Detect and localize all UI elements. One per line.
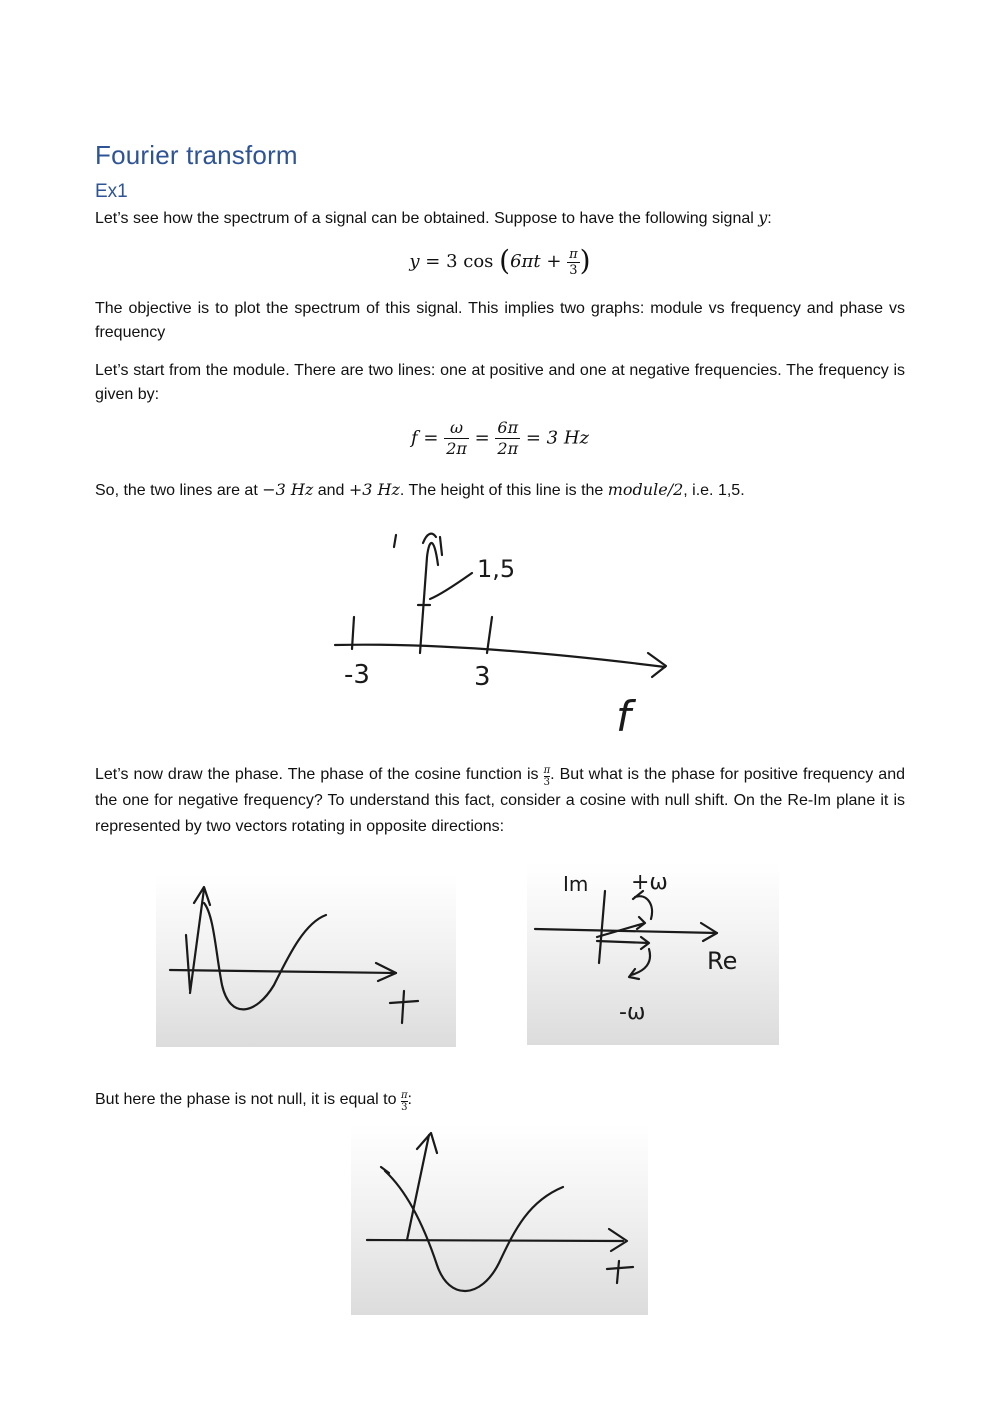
eq2-frac2-num: 6π [497, 418, 519, 437]
im-axis-label: Im [563, 872, 589, 896]
signal-variable: y [758, 208, 768, 227]
intro-paragraph [95, 206, 905, 231]
shifted-fraction [401, 1090, 408, 1113]
extra-stroke [186, 935, 190, 990]
freq-axis-label: f [616, 692, 631, 741]
magnitude-spectrum-sketch [330, 525, 680, 750]
time-axis [170, 970, 396, 973]
pos-tick-label: 3 [474, 662, 491, 692]
intro-text: Let’s see how the spectrum of a signal can be obtained. Suppose to have the following signal [95, 210, 759, 227]
eq1-fraction [567, 247, 580, 278]
eq1-lhs: y [409, 251, 420, 272]
frequency-equation [0, 418, 1000, 459]
eq2-frac1-num: ω [444, 418, 469, 439]
page-title: Fourier transform [95, 140, 298, 170]
upper-vector [597, 917, 645, 937]
module-paragraph: Let’s start from the module. There are two lines: one at positive and one at negative frequencies. The frequency is given by: [95, 362, 905, 403]
shifted-text-1: But here the phase is not null, it is equal to [95, 1091, 401, 1108]
shifted-cosine-curve [385, 1171, 563, 1291]
section-heading: Ex1 [95, 181, 128, 202]
arrow-head-stroke [423, 534, 436, 543]
t-letter [390, 991, 418, 1023]
lower-rotation [629, 949, 650, 979]
eq2-frac1-den: 2π [446, 439, 467, 458]
minus-omega-label: -ω [619, 1000, 646, 1025]
im-axis [599, 891, 605, 963]
objective-paragraph: The objective is to plot the spectrum of this signal. This implies two graphs: module vs frequency and phase vs frequency [95, 300, 905, 341]
eq1-open-paren: ( [499, 244, 511, 277]
freq-axis [335, 645, 665, 667]
phase-text-1: Let’s now draw the phase. The phase of the cosine function is [95, 766, 544, 783]
plus-omega-label: +ω [631, 870, 668, 895]
eq1-arg: 6πt + [510, 251, 568, 272]
time-axis [367, 1240, 623, 1241]
eq2-equals-1: = [417, 427, 445, 449]
module-half: module/2 [607, 480, 684, 499]
neg-line-arrow [420, 543, 438, 653]
eq2-fraction-2 [495, 418, 520, 459]
phase-frac-num: π [543, 765, 551, 776]
cosine-null-shift-photo [156, 875, 456, 1047]
phasor-plane-photo [527, 863, 779, 1045]
vertical-axis [190, 889, 204, 993]
intro-colon: : [767, 210, 772, 227]
neg-frequency: −3 Hz [262, 480, 314, 499]
vertical-axis [407, 1135, 429, 1240]
eq2-lhs: f [410, 427, 418, 449]
shifted-phase-paragraph [95, 1088, 905, 1113]
eq1-cos: = 3 cos [419, 251, 494, 272]
re-axis-label: Re [707, 947, 738, 975]
eq2-frac2-den: 2π [497, 439, 519, 458]
shifted-frac-den: 3 [401, 1102, 408, 1113]
lines-text-3: . The height of this line is the [399, 482, 608, 499]
lines-text-4: , i.e. 1,5. [683, 482, 745, 499]
shifted-cosine-photo [351, 1125, 648, 1315]
neg-tick-label: -3 [344, 660, 370, 690]
cosine-curve [204, 903, 326, 1009]
top-right-stroke [440, 537, 442, 555]
eq1-frac-den: 3 [569, 262, 578, 278]
lower-vector [597, 937, 649, 949]
phase-paragraph [95, 762, 905, 840]
eq2-result: = 3 Hz [520, 427, 590, 449]
height-label: 1,5 [477, 555, 516, 583]
upper-rotation [633, 891, 652, 919]
t-letter [607, 1261, 633, 1283]
top-stroke [394, 535, 396, 547]
eq1-close-paren: ) [579, 244, 591, 277]
eq2-equals-2: = [468, 427, 496, 449]
phase-frac-den: 3 [543, 777, 551, 788]
lines-paragraph [95, 478, 905, 503]
phase-text-2: . But what is the phase for positive frequency and the one for negative frequency? To understand this fact, consider a cosine with null shift. On the Re-Im plane it is represented by two vectors rotating in opposite directions: [95, 766, 905, 835]
pos-frequency: +3 Hz [348, 480, 400, 499]
pos-tick [487, 617, 492, 653]
eq2-fraction-1 [444, 418, 469, 459]
shifted-frac-num: π [400, 1090, 408, 1101]
lines-text-2: and [313, 482, 349, 499]
eq1-frac-num: π [569, 246, 578, 262]
lines-text-1: So, the two lines are at [95, 482, 263, 499]
shifted-text-2: : [407, 1091, 412, 1108]
signal-equation [0, 244, 1000, 278]
